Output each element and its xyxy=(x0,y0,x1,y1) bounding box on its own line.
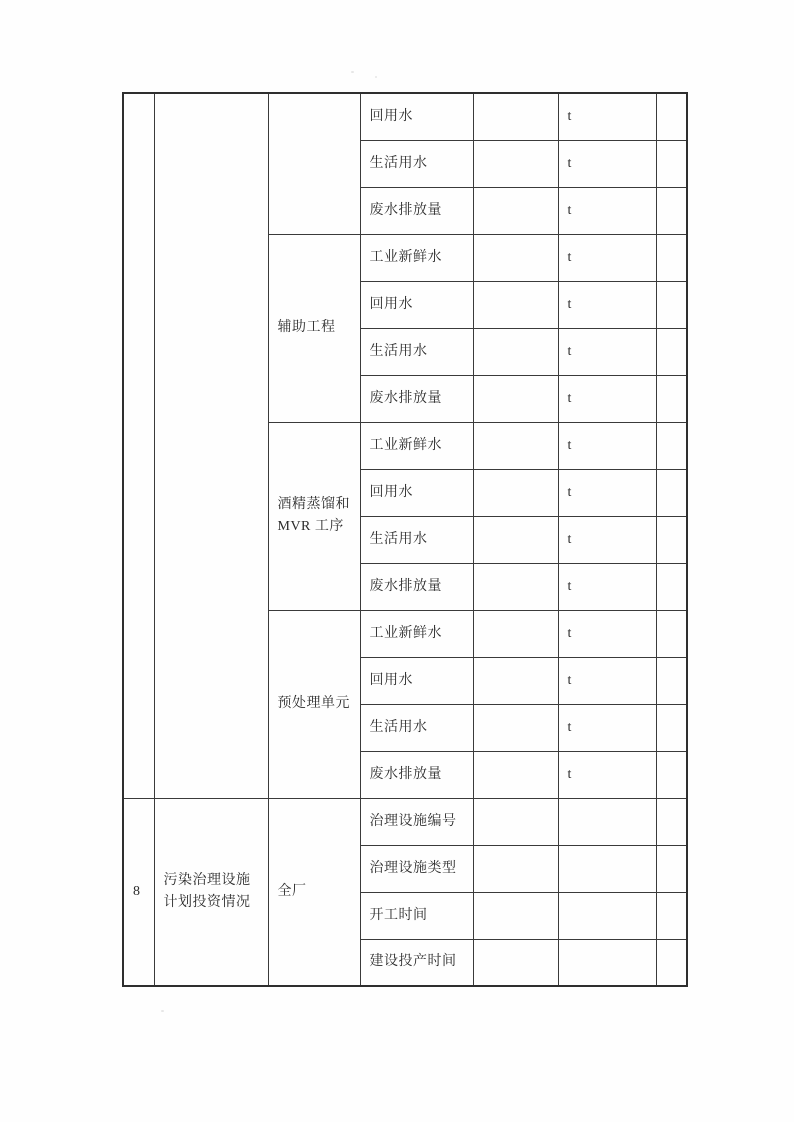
spare-cell xyxy=(656,939,687,986)
unit-cell: t xyxy=(558,657,656,704)
value-cell xyxy=(473,140,558,187)
value-cell xyxy=(473,187,558,234)
unit-cell: t xyxy=(558,469,656,516)
unit-cell: t xyxy=(558,375,656,422)
value-cell xyxy=(473,610,558,657)
unit-cell: t xyxy=(558,422,656,469)
group-cell xyxy=(268,93,360,234)
unit-cell xyxy=(558,845,656,892)
value-cell xyxy=(473,328,558,375)
unit-cell: t xyxy=(558,516,656,563)
spare-cell xyxy=(656,187,687,234)
value-cell xyxy=(473,798,558,845)
value-cell xyxy=(473,563,558,610)
group-cell: 全厂 xyxy=(268,798,360,986)
unit-cell xyxy=(558,892,656,939)
value-cell xyxy=(473,375,558,422)
spare-cell xyxy=(656,93,687,140)
spare-cell xyxy=(656,516,687,563)
row-label-cell: 治理设施编号 xyxy=(360,798,473,845)
group-cell: 酒精蒸馏和MVR 工序 xyxy=(268,422,360,610)
table-row xyxy=(123,798,687,845)
row-label-cell: 废水排放量 xyxy=(360,751,473,798)
table-row xyxy=(123,93,687,140)
unit-cell: t xyxy=(558,704,656,751)
value-cell xyxy=(473,751,558,798)
spare-cell xyxy=(656,751,687,798)
spare-cell xyxy=(656,281,687,328)
value-cell xyxy=(473,93,558,140)
item-number-cell: 8 xyxy=(123,798,154,986)
spare-cell xyxy=(656,234,687,281)
row-label-cell: 建设投产时间 xyxy=(360,939,473,986)
row-label-cell: 回用水 xyxy=(360,469,473,516)
unit-cell xyxy=(558,798,656,845)
unit-cell: t xyxy=(558,563,656,610)
value-cell xyxy=(473,422,558,469)
row-label-cell: 废水排放量 xyxy=(360,563,473,610)
spare-cell xyxy=(656,657,687,704)
value-cell xyxy=(473,939,558,986)
unit-cell: t xyxy=(558,187,656,234)
unit-cell: t xyxy=(558,140,656,187)
row-label-cell: 工业新鲜水 xyxy=(360,234,473,281)
spare-cell xyxy=(656,328,687,375)
value-cell xyxy=(473,657,558,704)
value-cell xyxy=(473,845,558,892)
unit-cell: t xyxy=(558,281,656,328)
row-label-cell: 生活用水 xyxy=(360,704,473,751)
value-cell xyxy=(473,469,558,516)
value-cell xyxy=(473,704,558,751)
unit-cell: t xyxy=(558,328,656,375)
row-label-cell: 治理设施类型 xyxy=(360,845,473,892)
item-name-cell: 污染治理设施计划投资情况 xyxy=(154,798,268,986)
row-label-cell: 废水排放量 xyxy=(360,187,473,234)
scan-speck xyxy=(375,76,377,78)
value-cell xyxy=(473,516,558,563)
row-label-cell: 生活用水 xyxy=(360,516,473,563)
value-cell xyxy=(473,892,558,939)
row-label-cell: 工业新鲜水 xyxy=(360,610,473,657)
spare-cell xyxy=(656,140,687,187)
spare-cell xyxy=(656,845,687,892)
scan-speck xyxy=(351,71,354,73)
row-label-cell: 废水排放量 xyxy=(360,375,473,422)
row-label-cell: 回用水 xyxy=(360,657,473,704)
spare-cell xyxy=(656,610,687,657)
unit-cell xyxy=(558,939,656,986)
group-cell: 辅助工程 xyxy=(268,234,360,422)
row-label-cell: 回用水 xyxy=(360,281,473,328)
row-label-cell: 开工时间 xyxy=(360,892,473,939)
group-cell: 预处理单元 xyxy=(268,610,360,798)
item-number-cell xyxy=(123,93,154,798)
spare-cell xyxy=(656,892,687,939)
environmental-report-table xyxy=(122,92,688,987)
spare-cell xyxy=(656,469,687,516)
spare-cell xyxy=(656,704,687,751)
unit-cell: t xyxy=(558,93,656,140)
spare-cell xyxy=(656,798,687,845)
value-cell xyxy=(473,281,558,328)
row-label-cell: 工业新鲜水 xyxy=(360,422,473,469)
spare-cell xyxy=(656,375,687,422)
value-cell xyxy=(473,234,558,281)
scan-speck xyxy=(161,1010,164,1012)
row-label-cell: 生活用水 xyxy=(360,140,473,187)
unit-cell: t xyxy=(558,234,656,281)
row-label-cell: 回用水 xyxy=(360,93,473,140)
unit-cell: t xyxy=(558,610,656,657)
row-label-cell: 生活用水 xyxy=(360,328,473,375)
unit-cell: t xyxy=(558,751,656,798)
spare-cell xyxy=(656,563,687,610)
item-name-cell xyxy=(154,93,268,798)
spare-cell xyxy=(656,422,687,469)
